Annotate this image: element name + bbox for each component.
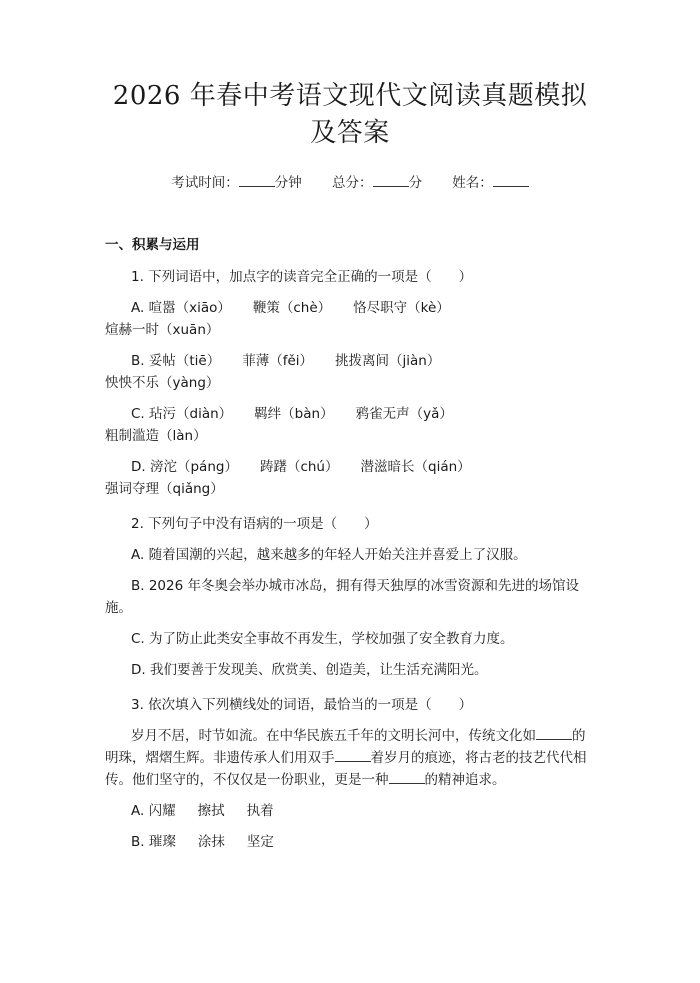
option-word: A. 闪耀 <box>131 803 176 819</box>
time-unit: 分钟 <box>274 175 302 191</box>
option-word: 擦拭 <box>197 803 225 819</box>
option-word: 坚定 <box>246 834 274 850</box>
passage-text: 着岁月的痕迹，将古老的技艺代代相传。他们坚守的，不仅仅是一份职业，更是一种 <box>105 750 587 788</box>
question-2-option-b: B. 2026 年冬奥会举办城市冰岛，拥有得天独厚的冰雪资源和先进的场馆设施。 <box>105 578 579 616</box>
question-3-stem: 3. 依次填入下列横线处的词语，最恰当的一项是（ ） <box>131 697 473 713</box>
option-word: 怏怏不乐（yàng） <box>105 375 220 391</box>
option-word: 鞭策（chè） <box>252 300 332 316</box>
option-word: 涂抹 <box>197 834 225 850</box>
question-1-option-c <box>105 403 595 447</box>
page-title: 2026 年春中考语文现代文阅读真题模拟及答案 <box>112 81 588 148</box>
option-word: B. 妥帖（tiē） <box>131 353 221 369</box>
question-3-option-b <box>105 831 595 853</box>
passage-text: 的明珠，熠熠生辉。非遗传承人们用双手 <box>105 728 586 766</box>
option-word: 潜滋暗长（qián） <box>360 459 471 475</box>
option-word: 菲薄（fěi） <box>242 353 314 369</box>
time-label: 考试时间： <box>171 175 239 191</box>
question-1-option-a <box>105 297 595 341</box>
question-2-option-c: C. 为了防止此类安全事故不再发生，学校加强了安全教育力度。 <box>131 631 514 647</box>
option-word: B. 璀璨 <box>131 834 176 850</box>
option-word: 鸦雀无声（yǎ） <box>355 406 453 422</box>
question-1-option-b <box>105 350 595 394</box>
name-blank <box>493 172 529 187</box>
score-unit: 分 <box>408 175 422 191</box>
question-2-stem: 2. 下列句子中没有语病的一项是（ ） <box>131 516 378 532</box>
option-word: A. 喧嚣（xiāo） <box>131 300 231 316</box>
question-3-option-a <box>105 800 595 822</box>
option-word: 挑拨离间（jiàn） <box>335 353 441 369</box>
score-blank <box>373 172 409 187</box>
exam-page <box>0 78 700 983</box>
option-word: 踌躇（chú） <box>259 459 339 475</box>
question-3-passage <box>105 725 595 791</box>
score-field <box>332 175 422 191</box>
question-2-option-d: D. 我们要善于发现美、欣赏美、创造美，让生活充满阳光。 <box>131 662 488 678</box>
option-word: C. 玷污（diàn） <box>131 406 233 422</box>
option-word: 羁绊（bàn） <box>254 406 334 422</box>
passage-text: 的精神追求。 <box>424 772 506 788</box>
question-2-option-a: A. 随着国潮的兴起，越来越多的年轻人开始关注并喜爱上了汉服。 <box>131 547 527 563</box>
fill-blank <box>389 769 425 784</box>
question-1-option-d <box>105 456 595 500</box>
exam-meta <box>105 172 595 193</box>
name-label: 姓名： <box>452 175 493 191</box>
fill-blank <box>536 725 572 740</box>
option-word: D. 滂沱（páng） <box>131 459 238 475</box>
option-word: 粗制滥造（làn） <box>105 428 207 444</box>
time-field <box>171 175 302 191</box>
question-1-stem: 1. 下列词语中，加点字的读音完全正确的一项是（ ） <box>131 269 473 285</box>
score-label: 总分： <box>332 175 373 191</box>
section-heading: 一、积累与运用 <box>105 237 200 253</box>
option-word: 执着 <box>246 803 274 819</box>
name-field <box>452 175 529 191</box>
option-word: 恪尽职守（kè） <box>353 300 450 316</box>
option-word: 煊赫一时（xuān） <box>105 322 220 338</box>
fill-blank <box>335 747 371 762</box>
passage-text: 岁月不居，时节如流。在中华民族五千年的文明长河中，传统文化如 <box>131 728 536 744</box>
option-word: 强词夺理（qiǎng） <box>105 481 224 497</box>
time-blank <box>239 172 275 187</box>
